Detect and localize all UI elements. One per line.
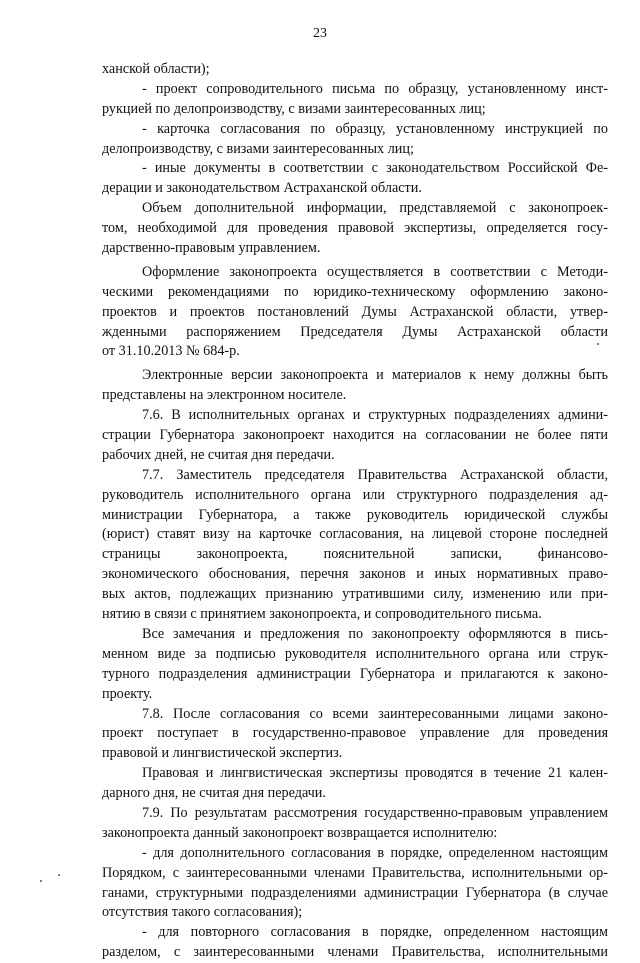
text-line: ческими рекомендациями по юридико-техническому оформлению законо- bbox=[102, 283, 608, 300]
text-line: дарного дня, не считая дня передачи. bbox=[102, 785, 326, 802]
text-line: ханской области); bbox=[102, 61, 210, 77]
text-line: Все замечания и предложения по законопроекту оформляются в пись- bbox=[142, 625, 608, 642]
text-line: представлены на электронном носителе. bbox=[102, 387, 347, 404]
text-line: дарственно-правовым управлением. bbox=[102, 240, 321, 257]
text-line: - для повторного согласования в порядке, определенном настоящим bbox=[142, 924, 608, 941]
text-line: том, необходимой для проведения правовой экспертизы, определяется госу- bbox=[102, 220, 608, 237]
scan-speck bbox=[40, 880, 42, 882]
text-line: ганами, структурными подразделениями администрации Губернатора (в случае bbox=[102, 884, 608, 901]
text-line: законопроекта данный законопроект возвращается исполнителю: bbox=[102, 824, 498, 841]
text-line: рабочих дней, не считая дня передачи. bbox=[102, 446, 335, 463]
page-number: 23 bbox=[313, 26, 327, 41]
text-line: министрации Губернатора, а также руководитель юридической службы bbox=[102, 506, 608, 523]
scan-speck bbox=[58, 874, 60, 876]
text-line: турного подразделения администрации Губернатора и прилагаются к законо- bbox=[102, 665, 608, 682]
scan-speck bbox=[597, 343, 599, 345]
text-line: правовой и лингвистической экспертиз. bbox=[102, 745, 343, 762]
text-line: экономического обоснования, перечня законов и иных нормативных право- bbox=[102, 566, 608, 583]
text-line: страции Губернатора законопроект находится на согласовании не более пяти bbox=[102, 427, 608, 444]
text-line: страницы законопроекта, пояснительной записки, финансово- bbox=[102, 546, 608, 563]
text-line: (юрист) ставят визу на карточке согласования, на лицевой стороне последней bbox=[102, 526, 608, 543]
text-line: вых актов, подлежащих признанию утратившими силу, изменению или при- bbox=[102, 586, 608, 603]
text-line: отсутствия такого согласования); bbox=[102, 904, 303, 921]
text-line: от 31.10.2013 № 684-р. bbox=[102, 343, 240, 360]
text-line: Порядком, с заинтересованными членами Правительства, исполнительными ор- bbox=[102, 864, 608, 881]
text-line: делопроизводству, с визами заинтересованных лиц; bbox=[102, 140, 414, 157]
text-line: проектов и проектов постановлений Думы Астраханской области, утвер- bbox=[102, 303, 608, 320]
text-line: дерации и законодательством Астраханской области. bbox=[102, 180, 422, 197]
text-line: руководитель исполнительного органа или структурного подразделения ад- bbox=[102, 486, 608, 503]
document-body bbox=[102, 60, 608, 963]
text-line: 7.6. В исполнительных органах и структурных подразделениях админи- bbox=[142, 407, 608, 424]
text-line: разделом, с заинтересованными членами Правительства, исполнительными bbox=[102, 944, 608, 961]
text-line: - для дополнительного согласования в порядке, определенном настоящим bbox=[142, 844, 608, 861]
text-line: 7.9. По результатам рассмотрения государственно-правовым управлением bbox=[142, 804, 608, 821]
text-line: Объем дополнительной информации, представляемой с законопроек- bbox=[142, 200, 608, 217]
text-line: Электронные версии законопроекта и материалов к нему должны быть bbox=[142, 367, 608, 384]
text-line: - проект сопроводительного письма по образцу, установленному инст- bbox=[142, 80, 608, 97]
text-line: Правовая и лингвистическая экспертизы проводятся в течение 21 кален- bbox=[142, 765, 608, 782]
text-line: рукцией по делопроизводству, с визами заинтересованных лиц; bbox=[102, 100, 486, 117]
text-line: - карточка согласования по образцу, установленному инструкцией по bbox=[142, 120, 608, 137]
text-line: жденными распоряжением Председателя Думы Астраханской области bbox=[102, 323, 608, 340]
text-line: проекту. bbox=[102, 685, 153, 702]
text-line: - иные документы в соответствии с законодательством Российской Фе- bbox=[142, 160, 608, 177]
text-line: менном виде за подписью руководителя исполнительного органа или струк- bbox=[102, 645, 608, 662]
text-line: проект поступает в государственно-правовое управление для проведения bbox=[102, 725, 608, 742]
text-line: Оформление законопроекта осуществляется в соответствии с Методи- bbox=[142, 263, 608, 280]
text-line: 7.7. Заместитель председателя Правительства Астраханской области, bbox=[142, 466, 608, 483]
text-line: нятию в связи с принятием законопроекта, и сопроводительного письма. bbox=[102, 606, 542, 623]
text-line: 7.8. После согласования со всеми заинтересованными лицами законо- bbox=[142, 705, 608, 722]
